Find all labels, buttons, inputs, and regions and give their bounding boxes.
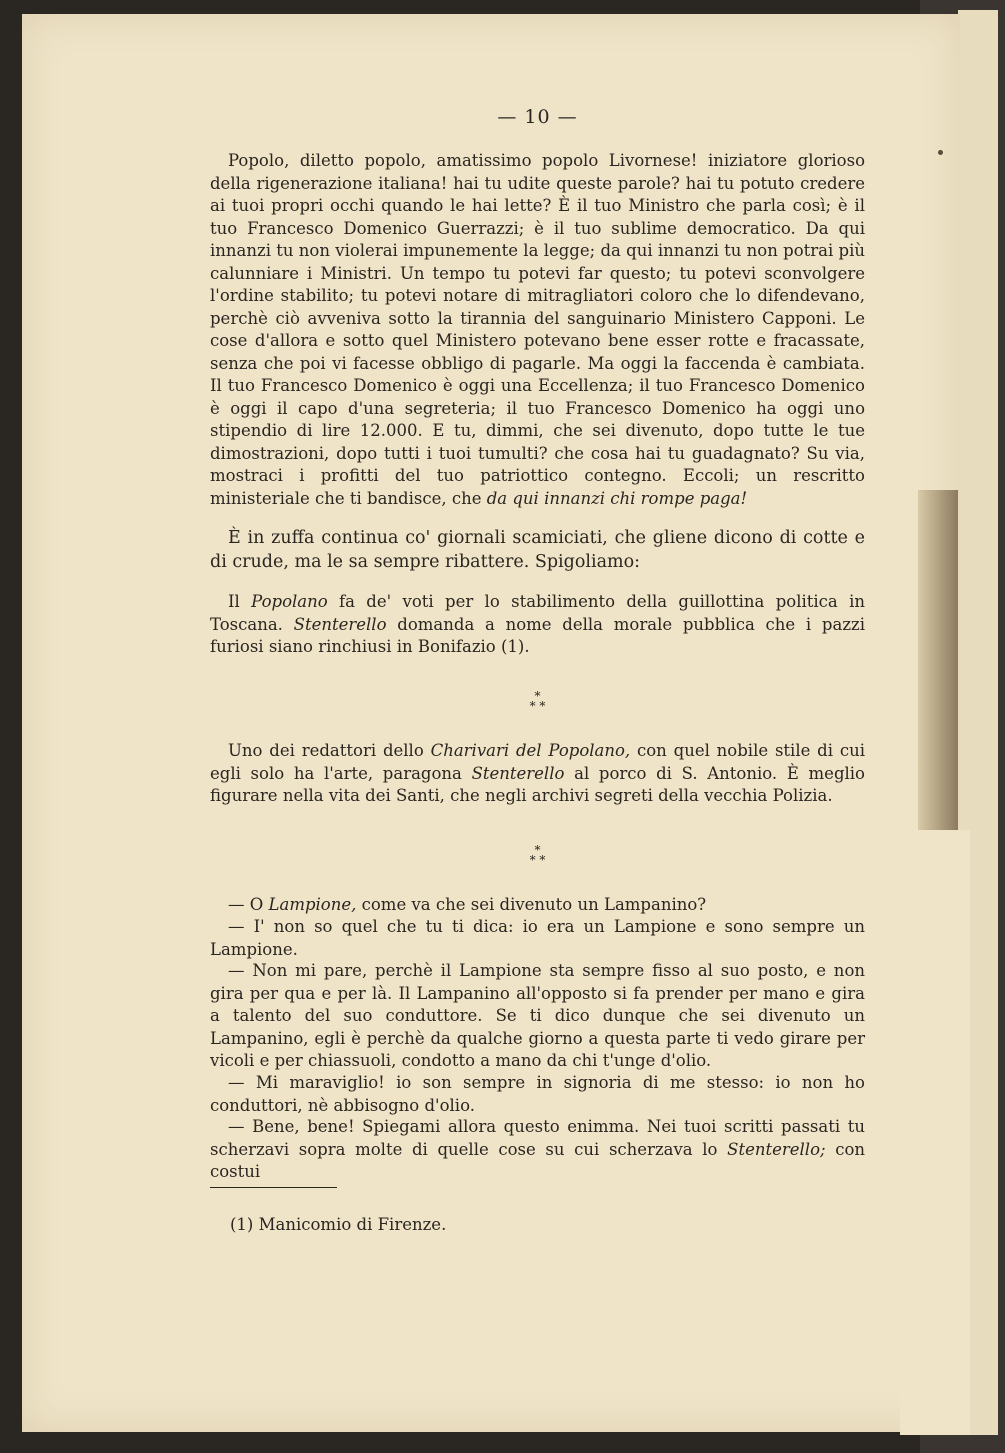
dialogue-line — [210, 960, 865, 1073]
text-run: come va che sei divenuto un Lampanino? — [356, 895, 707, 914]
paragraph-popolano — [210, 591, 865, 659]
text-run: Uno dei redattori dello — [228, 741, 431, 760]
section-separator: * * * — [529, 689, 546, 713]
text-run: Popolo, diletto popolo, amatissimo popolo Livornese! iniziatore glorioso della rigenerazione italiana! hai tu udite queste parole? hai tu potuto credere ai tuoi propri occhi quando le hai lette? È il tuo Ministro che parla così; è il tuo Francesco Domenico Guerrazzi; è il tuo sublime democratico. Da qui innanzi tu non violerai impunemente la legge; da qui innanzi tu non potrai più calunniare i Ministri. Un tempo tu potevi far questo; tu potevi sconvolgere l'ordine stabilito; tu potevi notare di mitragliatori coloro che lo difendevano, perchè ciò avveniva sotto la tirannia del sanguinario Ministero Capponi. Le cose d'allora e sotto quel Ministero potevano bene esser rotte e fracassate, senza che poi vi facesse obbligo di pagarle. Ma oggi la faccenda è cambiata. Il tuo Francesco Domenico è oggi una Eccellenza; il tuo Francesco Domenico è oggi il capo d'una segreteria; il tuo Francesco Domenico ha oggi uno stipendio di lire 12.000. E tu, dimmi, che sei divenuto, dopo tutte le tue dimostrazioni, dopo tutti i tuoi tumulti? che cosa hai tu guadagnato? Su via, mostraci i profitti del tuo patriottico contegno. Eccoli; un rescritto ministeriale che ti bandisce, che — [210, 151, 865, 508]
italic-text: Stenterello; — [727, 1139, 826, 1159]
text-run: con quel nobile stile di cui egli solo ha l'arte, paragona — [210, 741, 865, 783]
paragraph-charivari — [210, 740, 865, 808]
section-separator: * * * — [529, 843, 546, 867]
dialogue-line — [210, 894, 865, 917]
paragraph-zuffa — [210, 526, 865, 574]
text-run: — O — [228, 895, 269, 914]
dialogue-line — [210, 916, 865, 961]
italic-text: Popolano — [251, 592, 328, 611]
dialogue-line — [210, 1116, 865, 1184]
italic-text: da qui innanzi chi rompe paga! — [486, 488, 748, 508]
text-run: — Non mi pare, perchè il Lampione sta sempre fisso al suo posto, e non gira per qua e per là. Il Lampanino all'opposto si fa prender per mano e gira a talento del suo conduttore. Se ti dico dunque che sei divenuto un Lampanino, egli è perchè da qualche giorno a questa parte ti vedo girare per vicoli e per chiassuoli, condotto a mano da chi t'unge d'olio. — [210, 961, 865, 1070]
italic-text: Lampione, — [268, 895, 357, 914]
footnote: (1) Manicomio di Firenze. — [230, 1215, 447, 1234]
text-run: È in zuffa continua co' giornali scamiciati, che gliene dicono di cotte e di crude, ma le sa sempre ribattere. Spigoliamo: — [210, 528, 865, 572]
italic-text: Stenterello — [293, 614, 387, 634]
footnote-rule — [210, 1187, 337, 1188]
italic-text: Charivari del Popolano, — [430, 741, 631, 760]
italic-text: Stenterello — [471, 763, 565, 783]
text-run: — Mi maraviglio! io son sempre in signoria di me stesso: io non ho conduttori, nè abbisogno d'olio. — [210, 1073, 865, 1115]
text-run: — Bene, bene! Spiegami allora questo enimma. Nei tuoi scritti passati tu scherzavi sopra molte di quelle cose su cui scherzava lo — [210, 1117, 865, 1159]
text-run: — I' non so quel che tu ti dica: io era un Lampione e sono sempre un Lampione. — [210, 917, 865, 959]
ink-speck — [938, 150, 943, 155]
text-run: con costui — [210, 1139, 866, 1181]
text-run: fa de' voti per lo stabilimento della guillottina politica in Toscana. — [210, 592, 865, 634]
page-fold-shadow — [918, 490, 958, 830]
text-run: domanda a nome della morale pubblica che i pazzi furiosi siano rinchiusi in Bonifazio (1). — [210, 614, 865, 656]
page-number: — 10 — — [497, 106, 578, 128]
text-run: al porco di S. Antonio. È meglio figurare nella vita dei Santi, che negli archivi segreti della vecchia Polizia. — [210, 763, 865, 805]
paragraph-popolo — [210, 150, 865, 510]
dialogue-line — [210, 1072, 865, 1117]
page-lower-extension — [900, 830, 970, 1435]
text-run: Il — [228, 592, 252, 611]
